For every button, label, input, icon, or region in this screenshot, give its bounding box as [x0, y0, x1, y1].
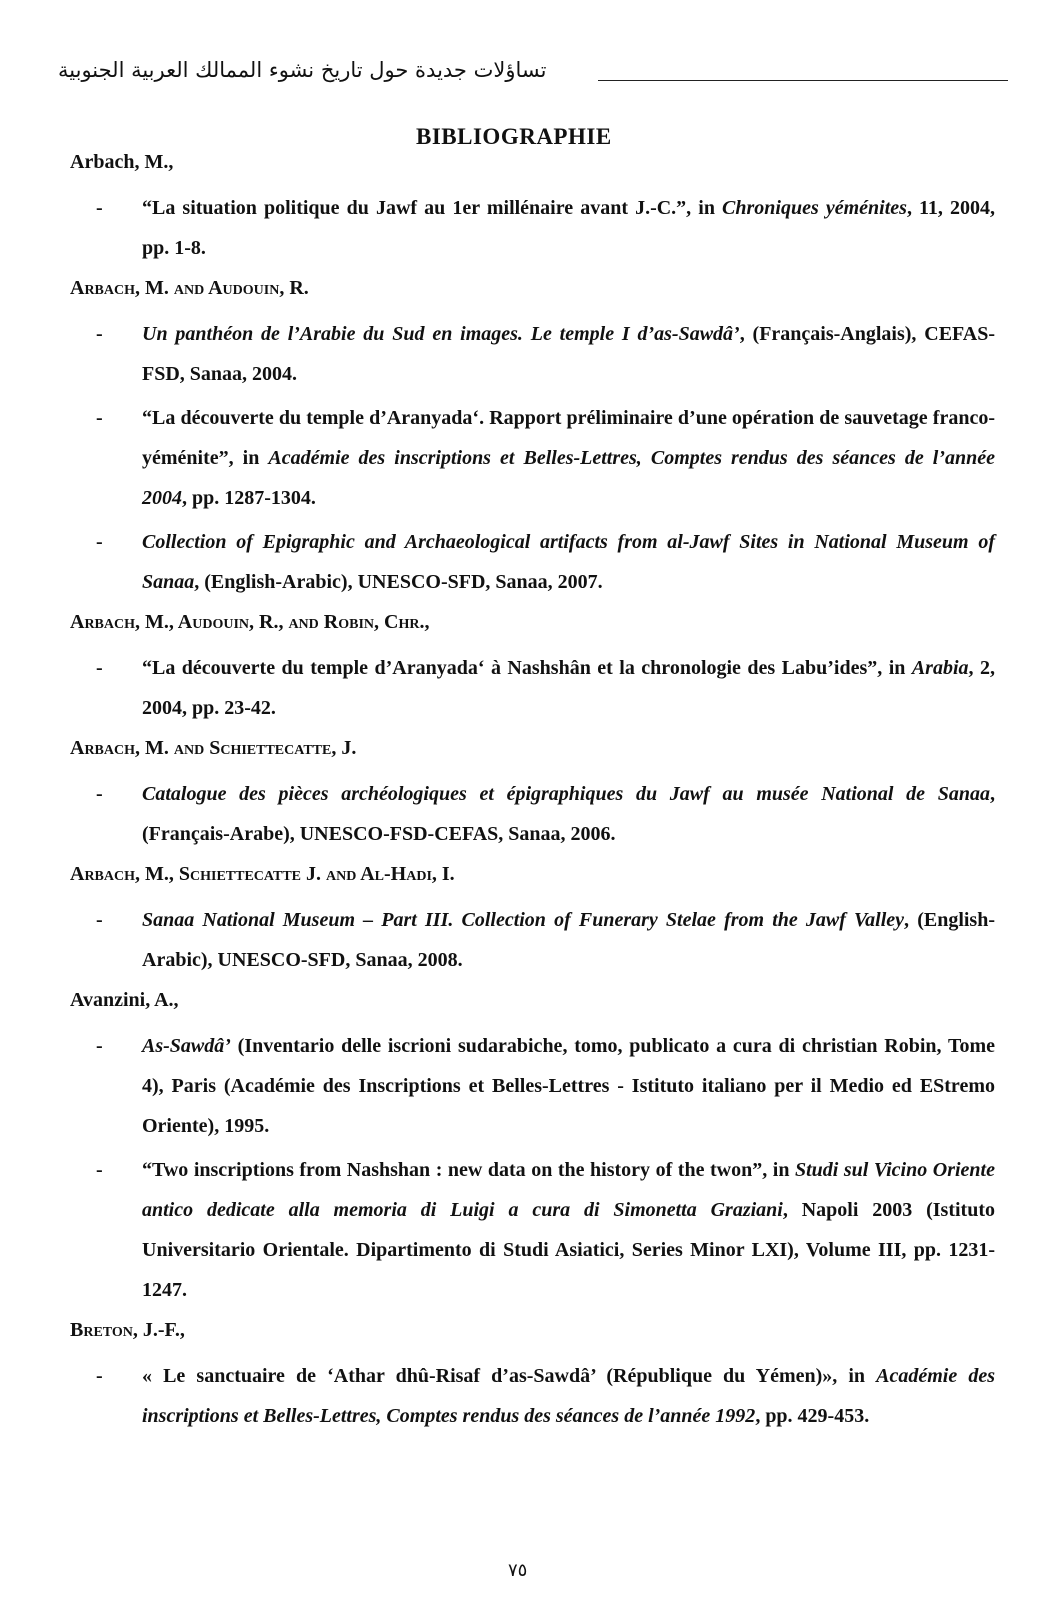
author-heading: Arbach, M. and Audouin, R. [70, 277, 309, 299]
running-header [58, 58, 1008, 98]
author-heading: Arbach, M., Schiettecatte J. and Al-Hadi, I. [70, 863, 455, 885]
author-heading: Arbach, M., [70, 151, 174, 173]
bibliography-entry: - “La découverte du temple d’Aranyada‘ à Nashshân et la chronologie des Labu’ides”, in Arabia, 2, 2004, pp. 23-42. [96, 657, 995, 719]
author-heading: Avanzini, A., [70, 989, 179, 1011]
author-heading: Breton, J.-F., [70, 1319, 185, 1341]
bibliography-entry: - Un panthéon de l’Arabie du Sud en images. Le temple I d’as-Sawdâ’, (Français-Anglais), CEFAS-FSD, Sanaa, 2004. [96, 323, 995, 385]
bibliography-entry: - « Le sanctuaire de ‘Athar dhû-Risaf d’as-Sawdâ’ (République du Yémen)», in Académie des inscriptions et Belles-Lettres, Comptes rendus des séances de l’année 1992, pp. 429-453. [96, 1365, 995, 1427]
bibliography-entry: - “La situation politique du Jawf au 1er millénaire avant J.-C.”, in Chroniques yéménites, 11, 2004, pp. 1-8. [96, 197, 996, 259]
bibliography-entry: - “La découverte du temple d’Aranyada‘. Rapport préliminaire d’une opération de sauvetage franco-yéménite”, in Académie des inscriptions et Belles-Lettres, Comptes rendus des séances de l’année 2004, pp. 1287-1304. [96, 407, 995, 509]
author-heading: Arbach, M., Audouin, R., and Robin, Chr., [70, 611, 430, 633]
author-heading: Arbach, M. and Schiettecatte, J. [70, 737, 357, 759]
bibliography-entry: - Collection of Epigraphic and Archaeological artifacts from al-Jawf Sites in National Museum of Sanaa, (English-Arabic), UNESCO-SFD, Sanaa, 2007. [96, 531, 995, 593]
section-title: BIBLIOGRAPHIE [416, 124, 612, 149]
bibliography-entry: - As-Sawdâ’ (Inventario delle iscrioni sudarabiche, tomo, publicato a cura di christian Robin, Tome 4), Paris (Académie des Inscriptions et Belles-Lettres - Istituto italiano per il Medio ed EStremo Oriente), 1995. [96, 1035, 995, 1137]
header-rule [598, 80, 1008, 81]
running-header-title: تساؤلات جديدة حول تاريخ نشوء الممالك العربية الجنوبية [58, 58, 547, 82]
bibliography-entry: - Catalogue des pièces archéologiques et épigraphiques du Jawf au musée National de Sanaa, (Français-Arabe), UNESCO-FSD-CEFAS, Sanaa, 2006. [96, 783, 995, 845]
bibliography-entry: - “Two inscriptions from Nashshan : new data on the history of the twon”, in Studi sul Vicino Oriente antico dedicate alla memoria di Luigi a cura di Simonetta Graziani, Napoli 2003 (Istituto Universitario Orientale. Dipartimento di Studi Asiatici, Series Minor LXI), Volume III, pp. 1231-1247. [96, 1159, 995, 1301]
bibliography-list [70, 148, 995, 1436]
page-number: ٧٥ [508, 1560, 528, 1581]
bibliography-entry: - Sanaa National Museum – Part III. Collection of Funerary Stelae from the Jawf Valley, (English-Arabic), UNESCO-SFD, Sanaa, 2008. [96, 909, 995, 971]
